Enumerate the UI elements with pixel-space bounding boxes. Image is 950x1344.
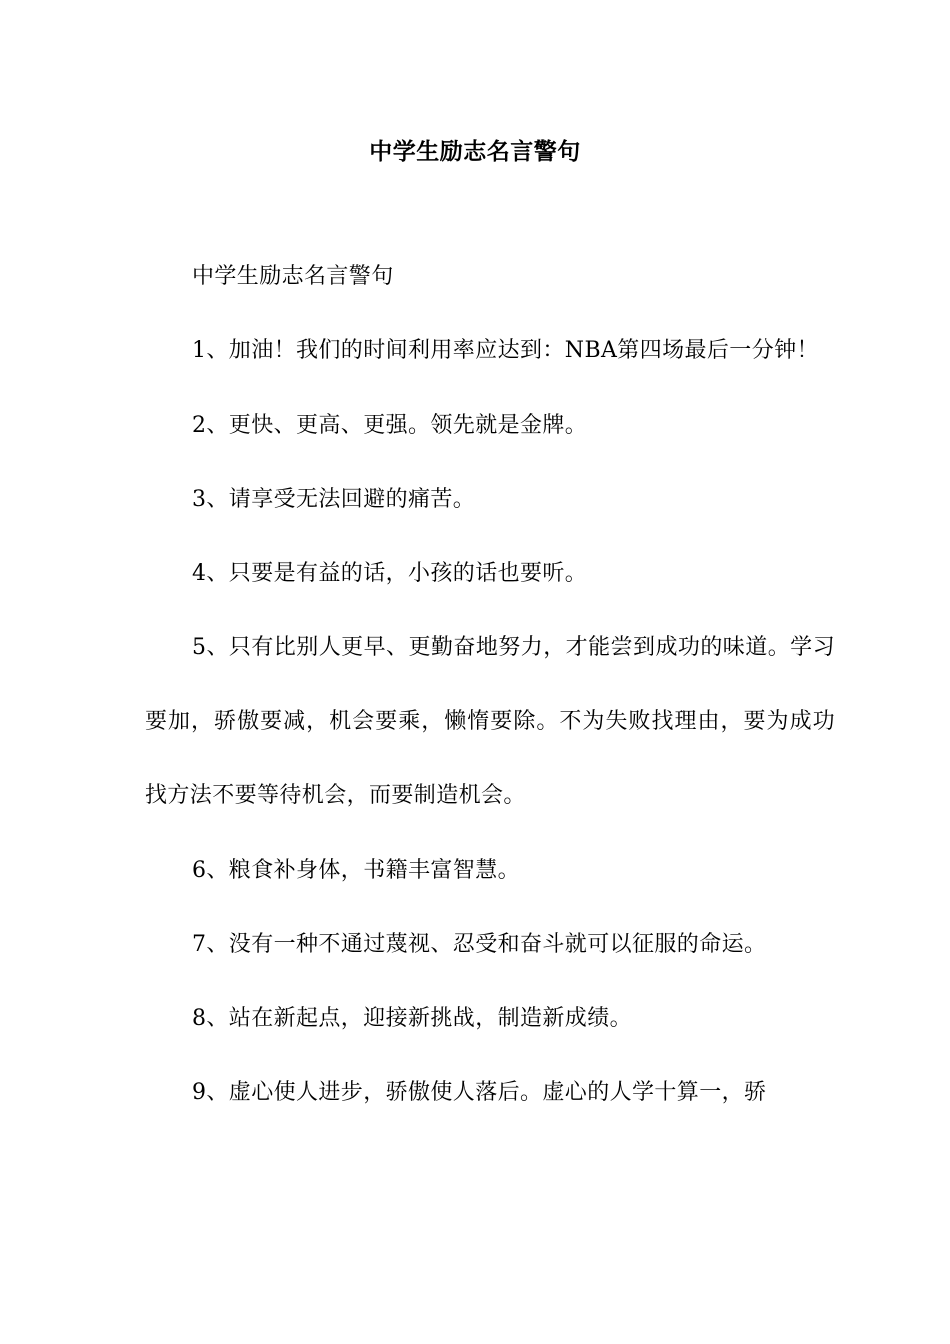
paragraph-1: 1、加油！我们的时间利用率应达到：NBA第四场最后一分钟！ — [192, 338, 819, 363]
paragraph-5: 5、只有比别人更早、更勤奋地努力，才能尝到成功的味道。学习要加，骄傲要减，机会要乘，懒惰要除。不为失败找理由，要为成功找方法不要等待机会，而要制造机会。 — [145, 635, 835, 808]
paragraph-4: 4、只要是有益的话，小孩的话也要听。 — [192, 561, 588, 586]
paragraph-7: 7、没有一种不通过蔑视、忍受和奋斗就可以征服的命运。 — [192, 932, 767, 957]
paragraph-2: 2、更快、更高、更强。领先就是金牌。 — [192, 413, 588, 438]
document-body — [145, 258, 835, 1111]
paragraph-8: 8、站在新起点，迎接新挑战，制造新成绩。 — [192, 1006, 632, 1031]
paragraph-heading: 中学生励志名言警句 — [192, 264, 394, 289]
paragraph-3: 3、请享受无法回避的痛苦。 — [192, 487, 476, 512]
paragraph-9: 9、虚心使人进步，骄傲使人落后。虚心的人学十算一，骄 — [192, 1080, 767, 1105]
document-title: 中学生励志名言警句 — [369, 139, 581, 165]
paragraph-6: 6、粮食补身体，书籍丰富智慧。 — [192, 858, 520, 883]
